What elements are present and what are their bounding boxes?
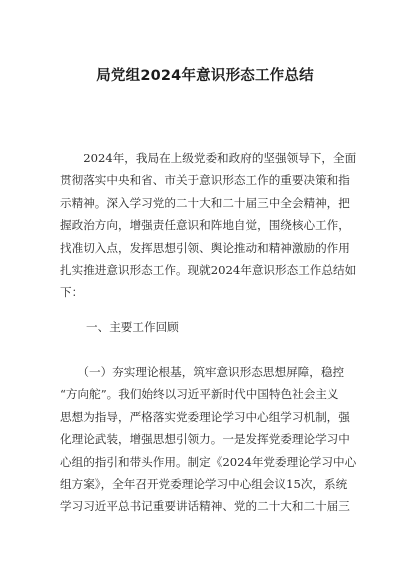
paragraph-line: 握政治方向，增强责任意识和阵地自觉，围绕核心工作， <box>60 218 350 233</box>
paragraph-line: 下： <box>60 285 84 300</box>
paragraph-line: 思想为指导，严格落实党委理论学习中心组学习机制，强 <box>60 409 350 424</box>
section-paragraph <box>60 361 358 518</box>
document-title: 局党组2024年意识形态工作总结 <box>96 68 314 84</box>
paragraph-line: （一）夯实理论根基，筑牢意识形态思想屏障，稳控 <box>60 365 345 379</box>
paragraph-line: 扎实推进意识形态工作。现就2024年意识形态工作总结如 <box>60 263 357 278</box>
paragraph-line: 心组的指引和带头作用。制定《2024年党委理论学习中心 <box>60 454 357 469</box>
paragraph-line: 组方案》，全年召开党委理论学习中心组会议15次，系统 <box>60 477 348 492</box>
paragraph-line: 化理论武装，增强思想引领力。一是发挥党委理论学习中 <box>60 432 350 447</box>
paragraph-line: 2024年，我局在上级党委和政府的坚强领导下，全面 <box>60 151 357 165</box>
paragraph-line: 示精神。深入学习党的二十大和二十届三中全会精神，把 <box>60 195 350 210</box>
paragraph-line: “方向舵”。我们始终以习近平新时代中国特色社会主义 <box>60 387 339 402</box>
intro-paragraph <box>60 147 358 304</box>
paragraph-line: 贯彻落实中央和省、市关于意识形态工作的重要决策和指 <box>60 173 350 188</box>
paragraph-line: 找准切入点，发挥思想引领、舆论推动和精神激励的作用 <box>60 240 350 255</box>
section-heading: 一、主要工作回顾 <box>86 320 179 334</box>
paragraph-line: 学习习近平总书记重要讲话精神、党的二十大和二十届三 <box>60 499 350 514</box>
